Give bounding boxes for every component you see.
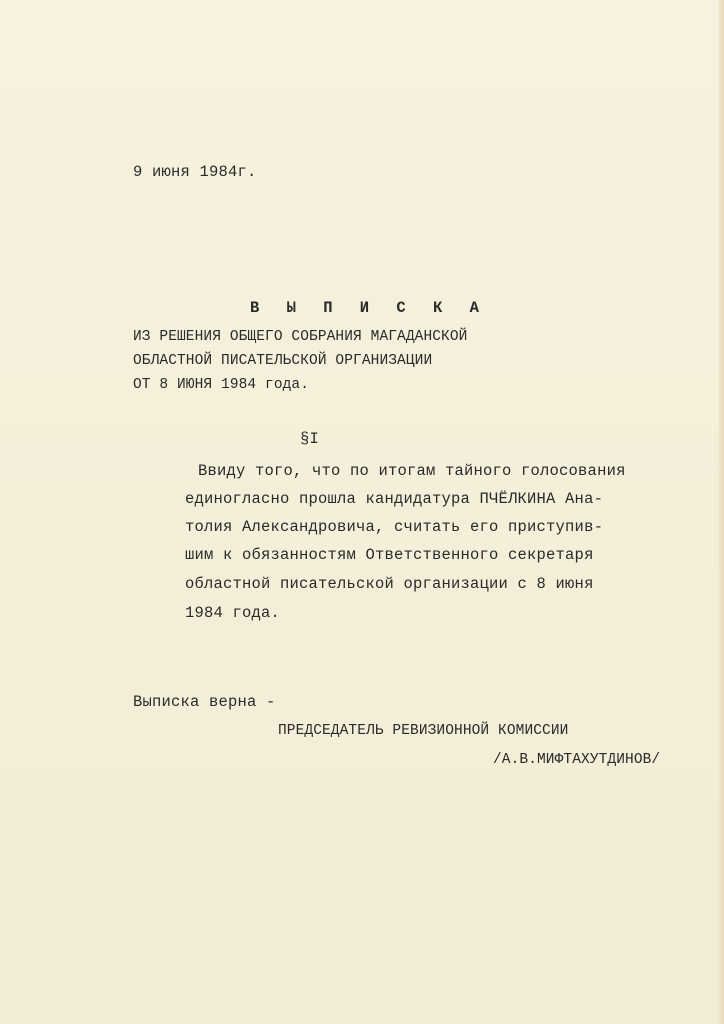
certification-text: Выписка верна - [133, 693, 276, 711]
body-line-1: Ввиду того, что по итогам тайного голосования [198, 462, 626, 480]
paper-edge [718, 0, 724, 1024]
signatory-name: /А.В.МИФТАХУТДИНОВ/ [493, 752, 661, 768]
body-line-4: шим к обязанностям Ответственного секретаря [185, 546, 594, 564]
body-line-5: областной писательской организации с 8 июня [185, 575, 594, 593]
body-line-6: 1984 года. [185, 604, 281, 622]
signatory-title: ПРЕДСЕДАТЕЛЬ РЕВИЗИОННОЙ КОМИССИИ [278, 723, 569, 739]
subtitle-line-1: ИЗ РЕШЕНИЯ ОБЩЕГО СОБРАНИЯ МАГАДАНСКОЙ [133, 329, 468, 345]
section-mark: §I [300, 430, 320, 448]
document-date: 9 июня 1984г. [133, 163, 257, 181]
body-line-3: толия Александровича, считать его приступив- [185, 518, 604, 536]
document-title: В Ы П И С К А [250, 299, 488, 317]
body-line-2: единогласно прошла кандидатура ПЧЁЛКИНА Ана- [185, 490, 604, 508]
subtitle-line-3: ОТ 8 ИЮНЯ 1984 года. [133, 377, 310, 393]
subtitle-line-2: ОБЛАСТНОЙ ПИСАТЕЛЬСКОЙ ОРГАНИЗАЦИИ [133, 353, 433, 369]
